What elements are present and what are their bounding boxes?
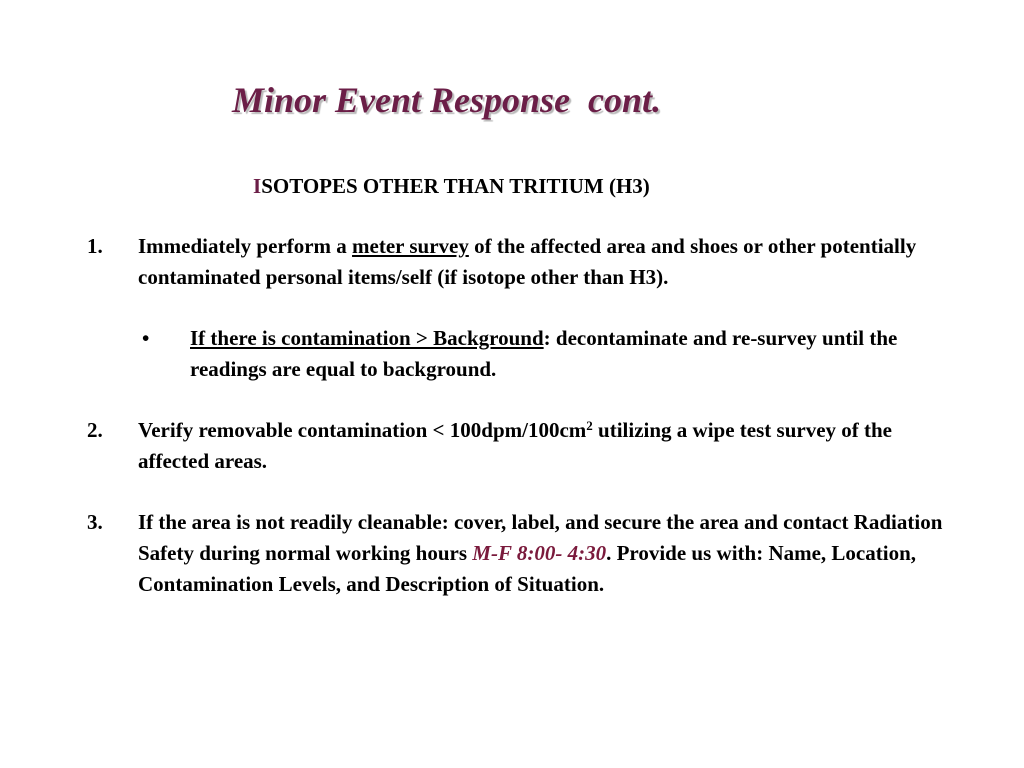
list-item-3	[87, 507, 960, 600]
subheading-rest: SOTOPES OTHER THAN TRITIUM (H3)	[261, 174, 650, 198]
item-number: 1.	[87, 234, 103, 258]
item-number: 2.	[87, 418, 103, 442]
list-item-1	[87, 231, 960, 293]
subheading-initial: I	[253, 174, 262, 198]
item-superscript: 2	[586, 418, 593, 433]
item-text-after: utilizing a wipe test survey of the affected areas.	[138, 418, 893, 473]
bullet-item	[142, 323, 965, 385]
item-number: 3.	[87, 510, 103, 534]
working-hours: M-F 8:00- 4:30	[472, 541, 607, 565]
item-text-after: of the affected area and shoes or other potentially contaminated personal items/self (if isotope other than H3).	[138, 234, 917, 289]
item-text-before: Verify removable contamination < 100dpm/100cm	[138, 418, 587, 442]
list-item-2	[87, 415, 960, 477]
section-subheading	[253, 172, 650, 200]
bullet-symbol: •	[142, 326, 150, 350]
item-text-after: . Provide us with: Name, Location, Contamination Levels, and Description of Situation.	[138, 541, 917, 596]
bullet-text-after: : decontaminate and re-survey until the readings are equal to background.	[190, 326, 898, 381]
item-text-before: Immediately perform a	[138, 234, 353, 258]
item-text-before: If the area is not readily cleanable: cover, label, and secure the area and contact Radiation Safety during normal working hours	[138, 510, 943, 565]
slide-title: Minor Event Response cont.	[232, 80, 662, 120]
bullet-underlined-text: If there is contamination > Background	[190, 326, 544, 350]
item-underlined-text: meter survey	[352, 234, 469, 258]
